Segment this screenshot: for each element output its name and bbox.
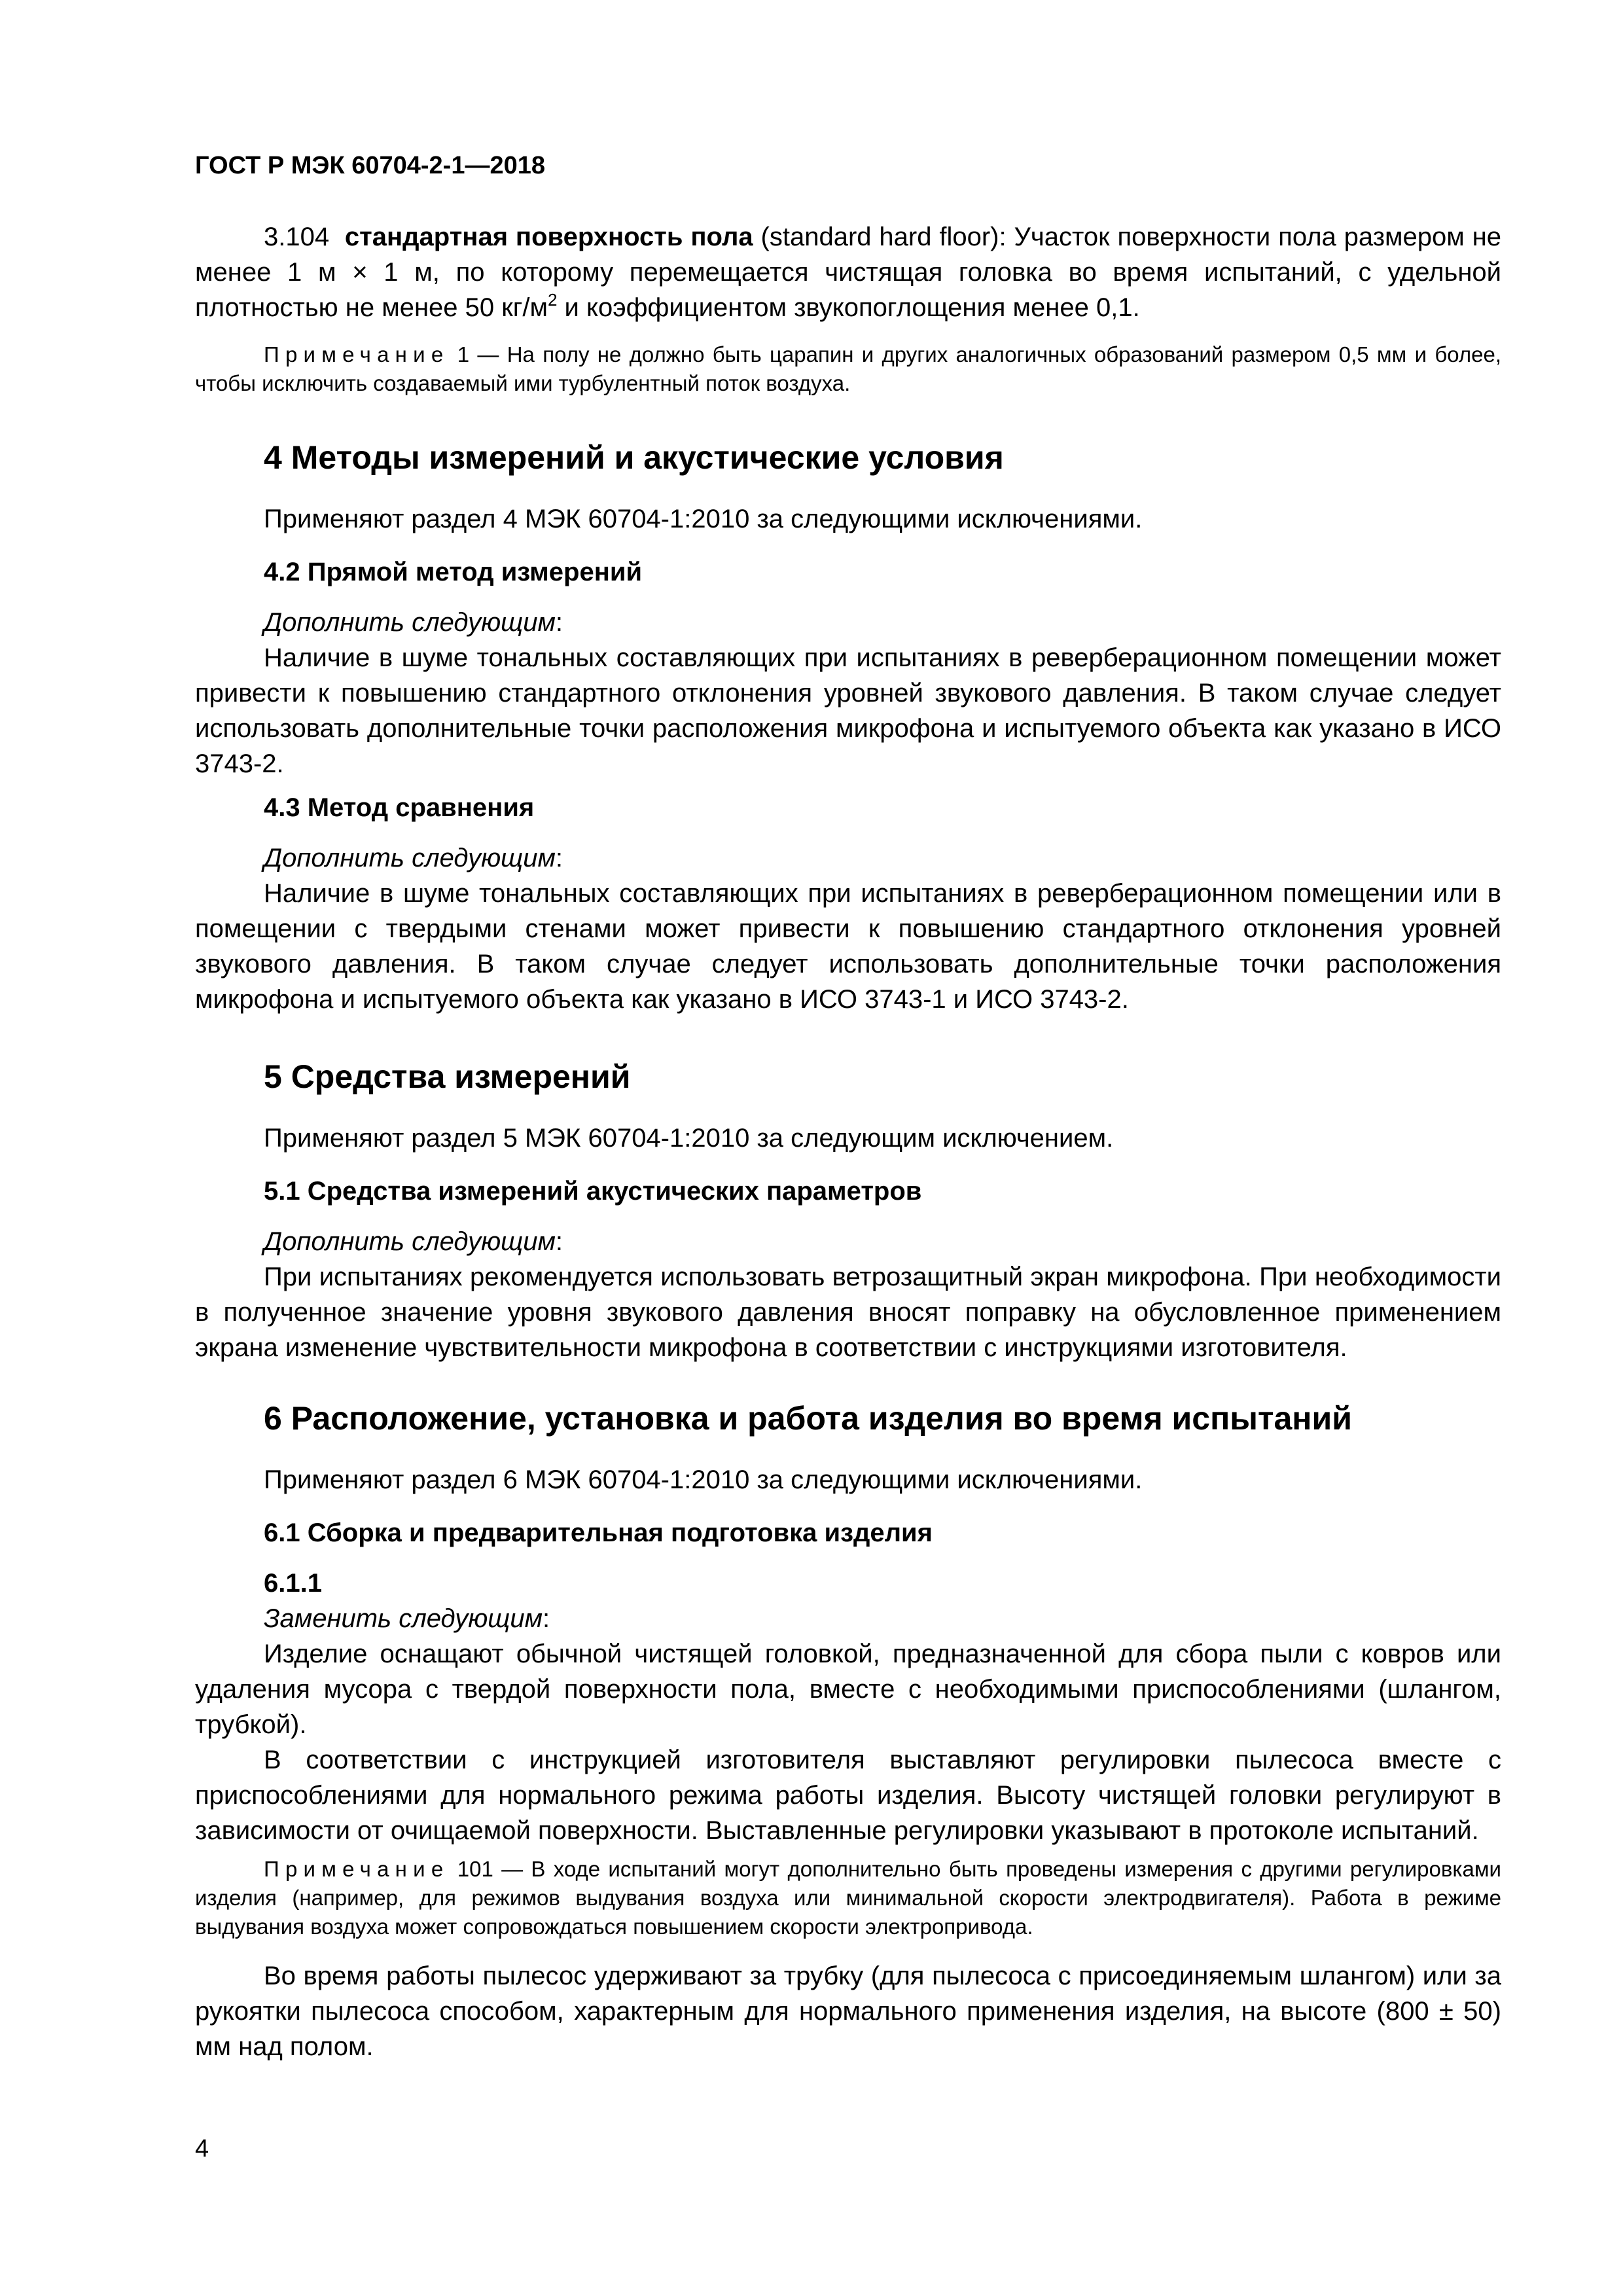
subsection-4-3-text: Наличие в шуме тональных составляющих при испытаниях в реверберационном помещении или в помещении с твердыми стенами может привести к повышению стандартного отклонения уровней звукового давления. В таком случае следует использовать дополнительные точки расположения микрофона и испытуемого объекта как указано в ИСО 3743-1 и ИСО 3743-2.	[195, 879, 1501, 1014]
subsection-4-2-heading: 4.2 Прямой метод измерений	[264, 558, 643, 586]
section-6-heading: 6 Расположение, установка и работа изделия во время испытаний	[264, 1400, 1352, 1437]
term-definition-3-104	[195, 219, 1501, 325]
superscript: 2	[547, 290, 558, 310]
document-header: ГОСТ Р МЭК 60704-2-1—2018	[195, 152, 545, 179]
page-number: 4	[195, 2135, 209, 2162]
subsection-4-3-amend: Дополнить следующим:	[264, 844, 563, 872]
term-text-end: и коэффициентом звукопоглощения менее 0,1.	[557, 293, 1140, 322]
subsection-5-1-amend: Дополнить следующим:	[264, 1227, 563, 1256]
note-label: Примечание	[264, 1857, 450, 1881]
clause-6-1-1-paragraph-1: Изделие оснащают обычной чистящей головкой, предназначенной для сбора пыли с ковров или удаления мусора с твердой поверхности пола, вместе с необходимыми приспособлениями (шлангом, трубкой).	[195, 1640, 1501, 1739]
clause-6-1-1-paragraph-2: В соответствии с инструкцией изготовителя выставляют регулировки пылесоса вместе с приспособлениями для нормального режима работы изделия. Высоту чистящей головки регулируют в зависимости от очищаемой поверхности. Выставленные регулировки указывают в протоколе испытаний.	[195, 1746, 1501, 1845]
clause-6-1-1-number: 6.1.1	[264, 1569, 322, 1598]
section-5-intro: Применяют раздел 5 МЭК 60704-1:2010 за следующим исключением.	[264, 1124, 1114, 1153]
term-name: стандартная поверхность пола	[344, 223, 753, 251]
subsection-4-2-text: Наличие в шуме тональных составляющих при испытаниях в реверберационном помещении может привести к повышению стандартного отклонения уровней звукового давления. В таком случае следует использовать дополнительные точки расположения микрофона и испытуемого объекта как указано в ИСО 3743-2.	[195, 643, 1501, 778]
subsection-5-1-text: При испытаниях рекомендуется использовать ветрозащитный экран микрофона. При необходимости в полученное значение уровня звукового давления вносят поправку на обусловленное применением экрана изменение чувствительности микрофона в соответствии с инструкциями изготовителя.	[195, 1263, 1501, 1362]
note-text: 1 — На полу не должно быть царапин и других аналогичных образований размером 0,5 мм и более, чтобы исключить создаваемый ими турбулентный поток воздуха.	[195, 342, 1501, 395]
term-english: (standard hard floor):	[760, 223, 1007, 251]
section-4-heading: 4 Методы измерений и акустические условия	[264, 439, 1004, 476]
section-6-intro: Применяют раздел 6 МЭК 60704-1:2010 за следующими исключениями.	[264, 1465, 1143, 1494]
note-text: 101 — В ходе испытаний могут дополнительно быть проведены измерения с другими регулировками изделия (например, для режимов выдувания воздуха или минимальной скорости электродвигателя). Работа в режиме выдувания воздуха может сопровождаться повышением скорости электропривода.	[195, 1857, 1501, 1939]
note-label: Примечание	[264, 342, 450, 367]
clause-6-1-1-paragraph-3: Во время работы пылесос удерживают за трубку (для пылесоса с присоединяемым шлангом) или за рукоятки пылесоса способом, характерным для нормального применения изделия, на высоте (800 ± 50) мм над полом.	[195, 1962, 1501, 2061]
note-101	[195, 1855, 1501, 1941]
term-text: Участок поверхности пола размером не менее 1 м × 1 м, по которому перемещается чистящая головка во время испытаний, с удельной плотностью не менее 50 кг/м	[195, 223, 1502, 322]
subsection-4-2-amend: Дополнить следующим:	[264, 608, 563, 637]
term-number: 3.104	[264, 223, 330, 251]
subsection-5-1-heading: 5.1 Средства измерений акустических параметров	[264, 1177, 922, 1206]
note-1	[195, 340, 1501, 398]
section-5-heading: 5 Средства измерений	[264, 1058, 631, 1095]
section-4-intro: Применяют раздел 4 МЭК 60704-1:2010 за следующими исключениями.	[264, 505, 1143, 533]
clause-6-1-1-amend: Заменить следующим:	[264, 1604, 550, 1633]
subsection-6-1-heading: 6.1 Сборка и предварительная подготовка изделия	[264, 1518, 933, 1547]
subsection-4-3-heading: 4.3 Метод сравнения	[264, 793, 535, 822]
